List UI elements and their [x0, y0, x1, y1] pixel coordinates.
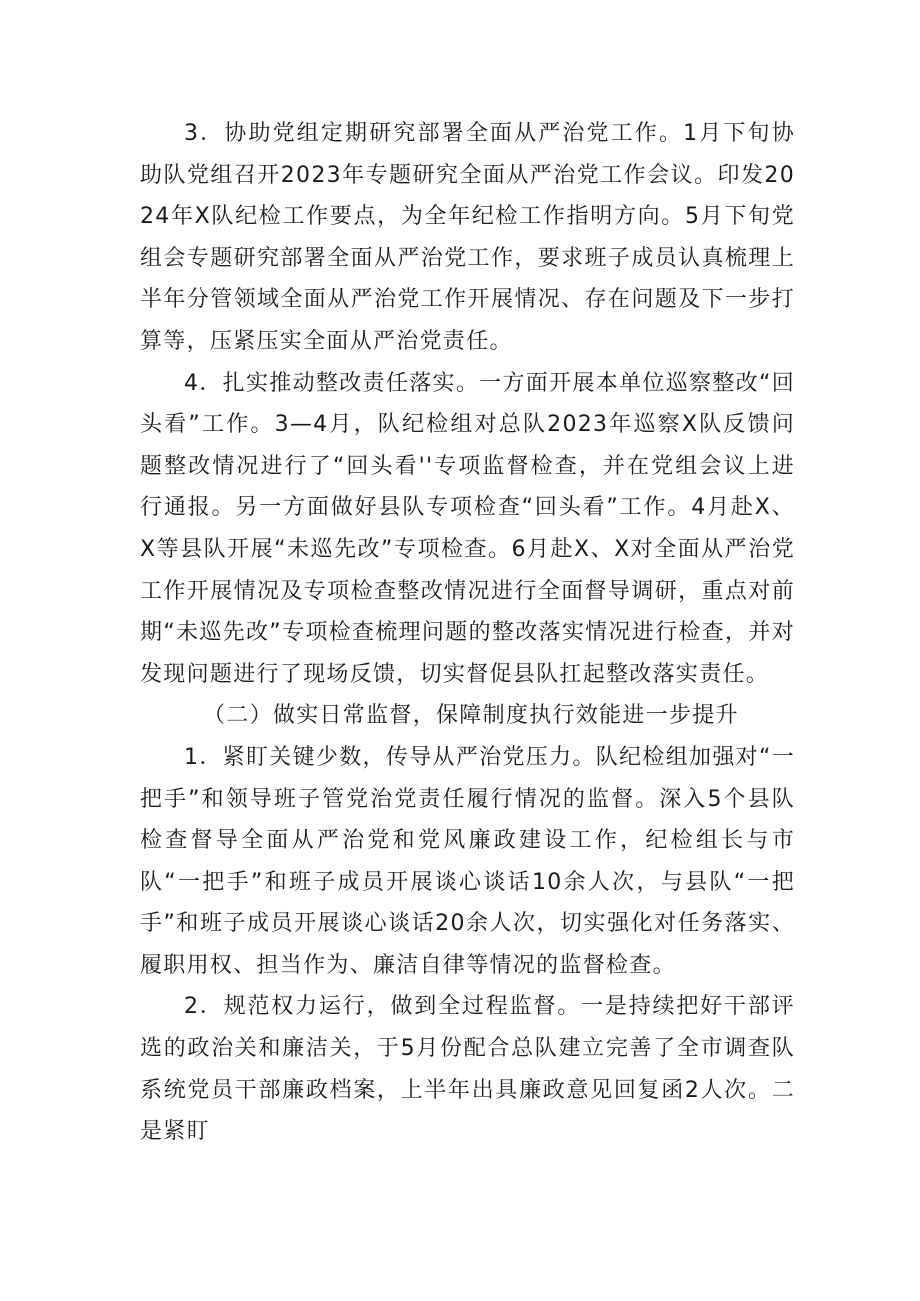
- paragraph-item-3: 3．协助党组定期研究部署全面从严治党工作。1月下旬协助队党组召开2023年专题研究全面从严治党工作会议。印发2024年X队纪检工作要点，为全年纪检工作指明方向。5月下旬党组会专题研究部署全面从严治党工作，要求班子成员认真梳理上半年分管领域全面从严治党工作开展情况、存在问题及下一步打算等，压紧压实全面从严治党责任。: [140, 121, 795, 354]
- paragraph-item-1: 1．紧盯关键少数，传导从严治党压力。队纪检组加强对“一把手”和领导班子管党治党责任履行情况的监督。深入5个县队检查督导全面从严治党和党风廉政建设工作，纪检组长与市队“一把手”和班子成员开展谈心谈话10余人次，与县队“一把手”和班子成员开展谈心谈话20余人次，切实强化对任务落实、履职用权、担当作为、廉洁自律等情况的监督检查。: [140, 744, 795, 978]
- paragraph-item-4: 4．扎实推动整改责任落实。一方面开展本单位巡察整改“回头看”工作。3—4月，队纪检组对总队2023年巡察X队反馈问题整改情况进行了“回头看''专项监督检查，并在党组会议上进行通报。另一方面做好县队专项检查“回头看”工作。4月赴X、X等县队开展“未巡先改”专项检查。6月赴X、X对全面从严治党工作开展情况及专项检查整改情况进行全面督导调研，重点对前期“未巡先改”专项检查梳理问题的整改落实情况进行检查，并对发现问题进行了现场反馈，切实督促县队扛起整改落实责任。: [140, 370, 795, 687]
- section-heading-2: （二）做实日常监督，保障制度执行效能进一步提升: [203, 703, 739, 729]
- paragraph-item-2: 2．规范权力运行，做到全过程监督。一是持续把好干部评选的政治关和廉洁关，于5月份配合总队建立完善了全市调查队系统党员干部廉政档案，上半年出具廉政意见回复函2人次。二是紧盯: [140, 994, 795, 1145]
- document-body: [140, 113, 795, 1153]
